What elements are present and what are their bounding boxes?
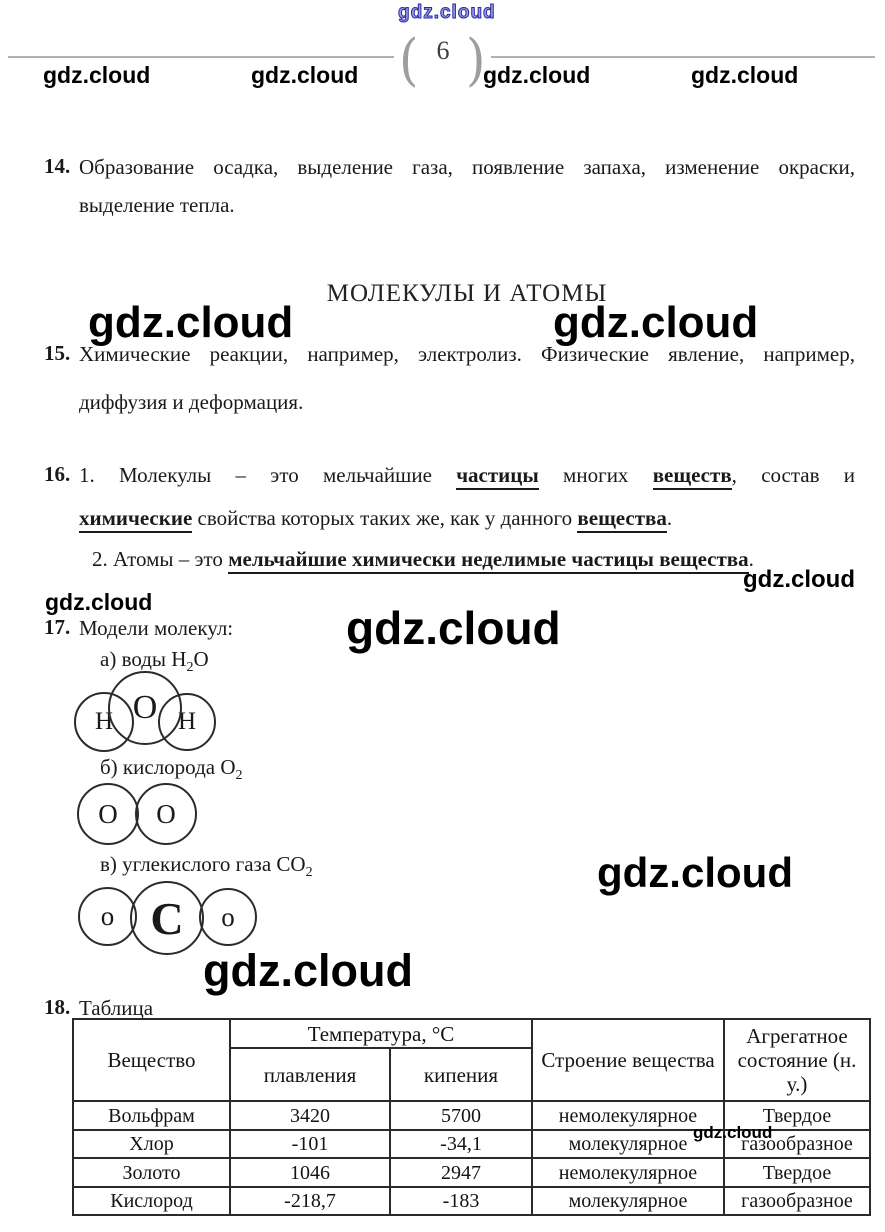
watermark-small-right: gdz.cloud <box>743 566 855 593</box>
item-16-line-1 <box>79 462 855 488</box>
text-segment-underlined: химические <box>79 506 192 533</box>
item-15-number: 15. <box>44 341 71 365</box>
atom-label: С <box>150 892 184 944</box>
watermark-top-4: gdz.cloud <box>691 62 799 88</box>
atom-label: о <box>221 901 235 932</box>
atom-label: Н <box>94 708 114 735</box>
cell-state: Твердое <box>724 1158 870 1187</box>
watermark-large-bottom: gdz.cloud <box>203 945 413 996</box>
text-segment: . <box>666 506 673 530</box>
atom-label: Н <box>177 708 197 735</box>
atom-circle-oxygen <box>108 671 182 745</box>
text-segment: . <box>748 547 754 571</box>
text-segment-underlined: частицы <box>456 463 539 490</box>
item-14-number: 14. <box>44 154 71 178</box>
item-14-line-2: выделение тепла. <box>79 193 235 217</box>
text-segment: свойства которых таких же, как у данного <box>197 506 573 530</box>
cell-boil: -183 <box>390 1187 532 1215</box>
item-15-line-2: диффузия и деформация. <box>79 390 304 414</box>
atom-label: О <box>156 798 176 829</box>
cell-structure: немолекулярное <box>532 1158 724 1187</box>
formula-subscript: 2 <box>235 768 243 784</box>
item-16-line-2 <box>79 505 672 531</box>
cell-melt: 1046 <box>230 1158 390 1187</box>
cell-melt: 3420 <box>230 1101 390 1130</box>
formula-text: O <box>193 647 209 671</box>
cell-structure: молекулярное <box>532 1130 724 1158</box>
text-segment-underlined: вещества <box>577 506 666 533</box>
item-15-line-1: Химические реакции, например, электролиз. Физические явление, например, <box>79 342 855 366</box>
text-segment: 1. Молекулы – это мельчайшие <box>79 463 432 487</box>
col-header-temperature: Температура, °С <box>230 1019 532 1048</box>
cell-substance: Кислород <box>73 1187 230 1215</box>
watermark-top-1: gdz.cloud <box>43 62 151 88</box>
cell-boil: 5700 <box>390 1101 532 1130</box>
formula-text: б) кислорода O <box>100 755 236 779</box>
item-16-line-3 <box>92 546 754 572</box>
table-row <box>73 1187 870 1215</box>
cell-melt: -218,7 <box>230 1187 390 1215</box>
item-18-number: 18. <box>44 995 71 1019</box>
atom-circle-oxygen-right <box>199 888 257 946</box>
formula-subscript: 2 <box>186 660 194 676</box>
cell-substance: Золото <box>73 1158 230 1187</box>
watermark-top-3: gdz.cloud <box>483 62 591 88</box>
cell-boil: 2947 <box>390 1158 532 1187</box>
col-header-substance: Вещество <box>73 1019 230 1101</box>
text-segment-underlined: веществ <box>653 463 732 490</box>
atom-label: О <box>132 689 158 726</box>
cell-melt: -101 <box>230 1130 390 1158</box>
atom-label: О <box>98 798 118 829</box>
watermark-top-2: gdz.cloud <box>251 62 359 88</box>
col-header-boiling: кипения <box>390 1048 532 1101</box>
table-row <box>73 1158 870 1187</box>
item-17-title: Модели молекул: <box>79 616 234 640</box>
watermark-small-left: gdz.cloud <box>45 589 153 615</box>
cell-structure: молекулярное <box>532 1187 724 1215</box>
col-header-structure: Строение вещества <box>532 1019 724 1101</box>
cell-boil: -34,1 <box>390 1130 532 1158</box>
substances-table <box>72 1018 871 1216</box>
item-16-number: 16. <box>44 462 71 486</box>
cell-substance: Вольфрам <box>73 1101 230 1130</box>
cell-state: газообразное <box>724 1187 870 1215</box>
atom-circle-oxygen-right <box>135 783 197 845</box>
section-heading: МОЛЕКУЛЫ И АТОМЫ <box>326 280 608 307</box>
watermark-tiny-table: gdz.cloud <box>693 1123 773 1142</box>
item-14-line-1: Образование осадка, выделение газа, появление запаха, изменение окраски, <box>79 155 855 179</box>
page-number: 6 <box>436 36 450 65</box>
text-segment-underlined: мельчайшие химически неделимые частицы вещества <box>228 547 748 574</box>
cell-state: газообразное <box>724 1130 870 1158</box>
watermark-large-center: gdz.cloud <box>346 602 561 654</box>
item-17-number: 17. <box>44 615 71 639</box>
watermark-large-left: gdz.cloud <box>88 298 294 347</box>
page-number-bracket-left: ( <box>399 27 419 93</box>
watermark-large-right: gdz.cloud <box>553 298 759 347</box>
text-segment: , состав и <box>731 463 856 487</box>
atom-label: о <box>100 901 115 931</box>
cell-structure: немолекулярное <box>532 1101 724 1130</box>
text-segment: многих <box>563 463 629 487</box>
watermark-large-co2-right: gdz.cloud <box>597 849 793 896</box>
atom-circle-oxygen-left <box>77 783 139 845</box>
atom-circle-oxygen-left <box>78 887 137 946</box>
col-header-state: Агрегатное состояние (н. у.) <box>724 1019 870 1101</box>
page-number-bracket-right: ) <box>466 27 486 93</box>
formula-text: в) углекислого газа CO <box>100 852 306 876</box>
text-segment: 2. Атомы – это <box>92 547 223 571</box>
item-18-title: Таблица <box>79 996 154 1020</box>
atom-circle-carbon <box>130 881 204 955</box>
cell-state: Твердое <box>724 1101 870 1130</box>
cell-substance: Хлор <box>73 1130 230 1158</box>
formula-subscript: 2 <box>305 865 313 881</box>
col-header-melting: плавления <box>230 1048 390 1101</box>
formula-text: а) воды H <box>100 647 187 671</box>
watermark-blue-top: gdz.cloud <box>398 2 496 23</box>
item-17c-label <box>100 851 313 886</box>
